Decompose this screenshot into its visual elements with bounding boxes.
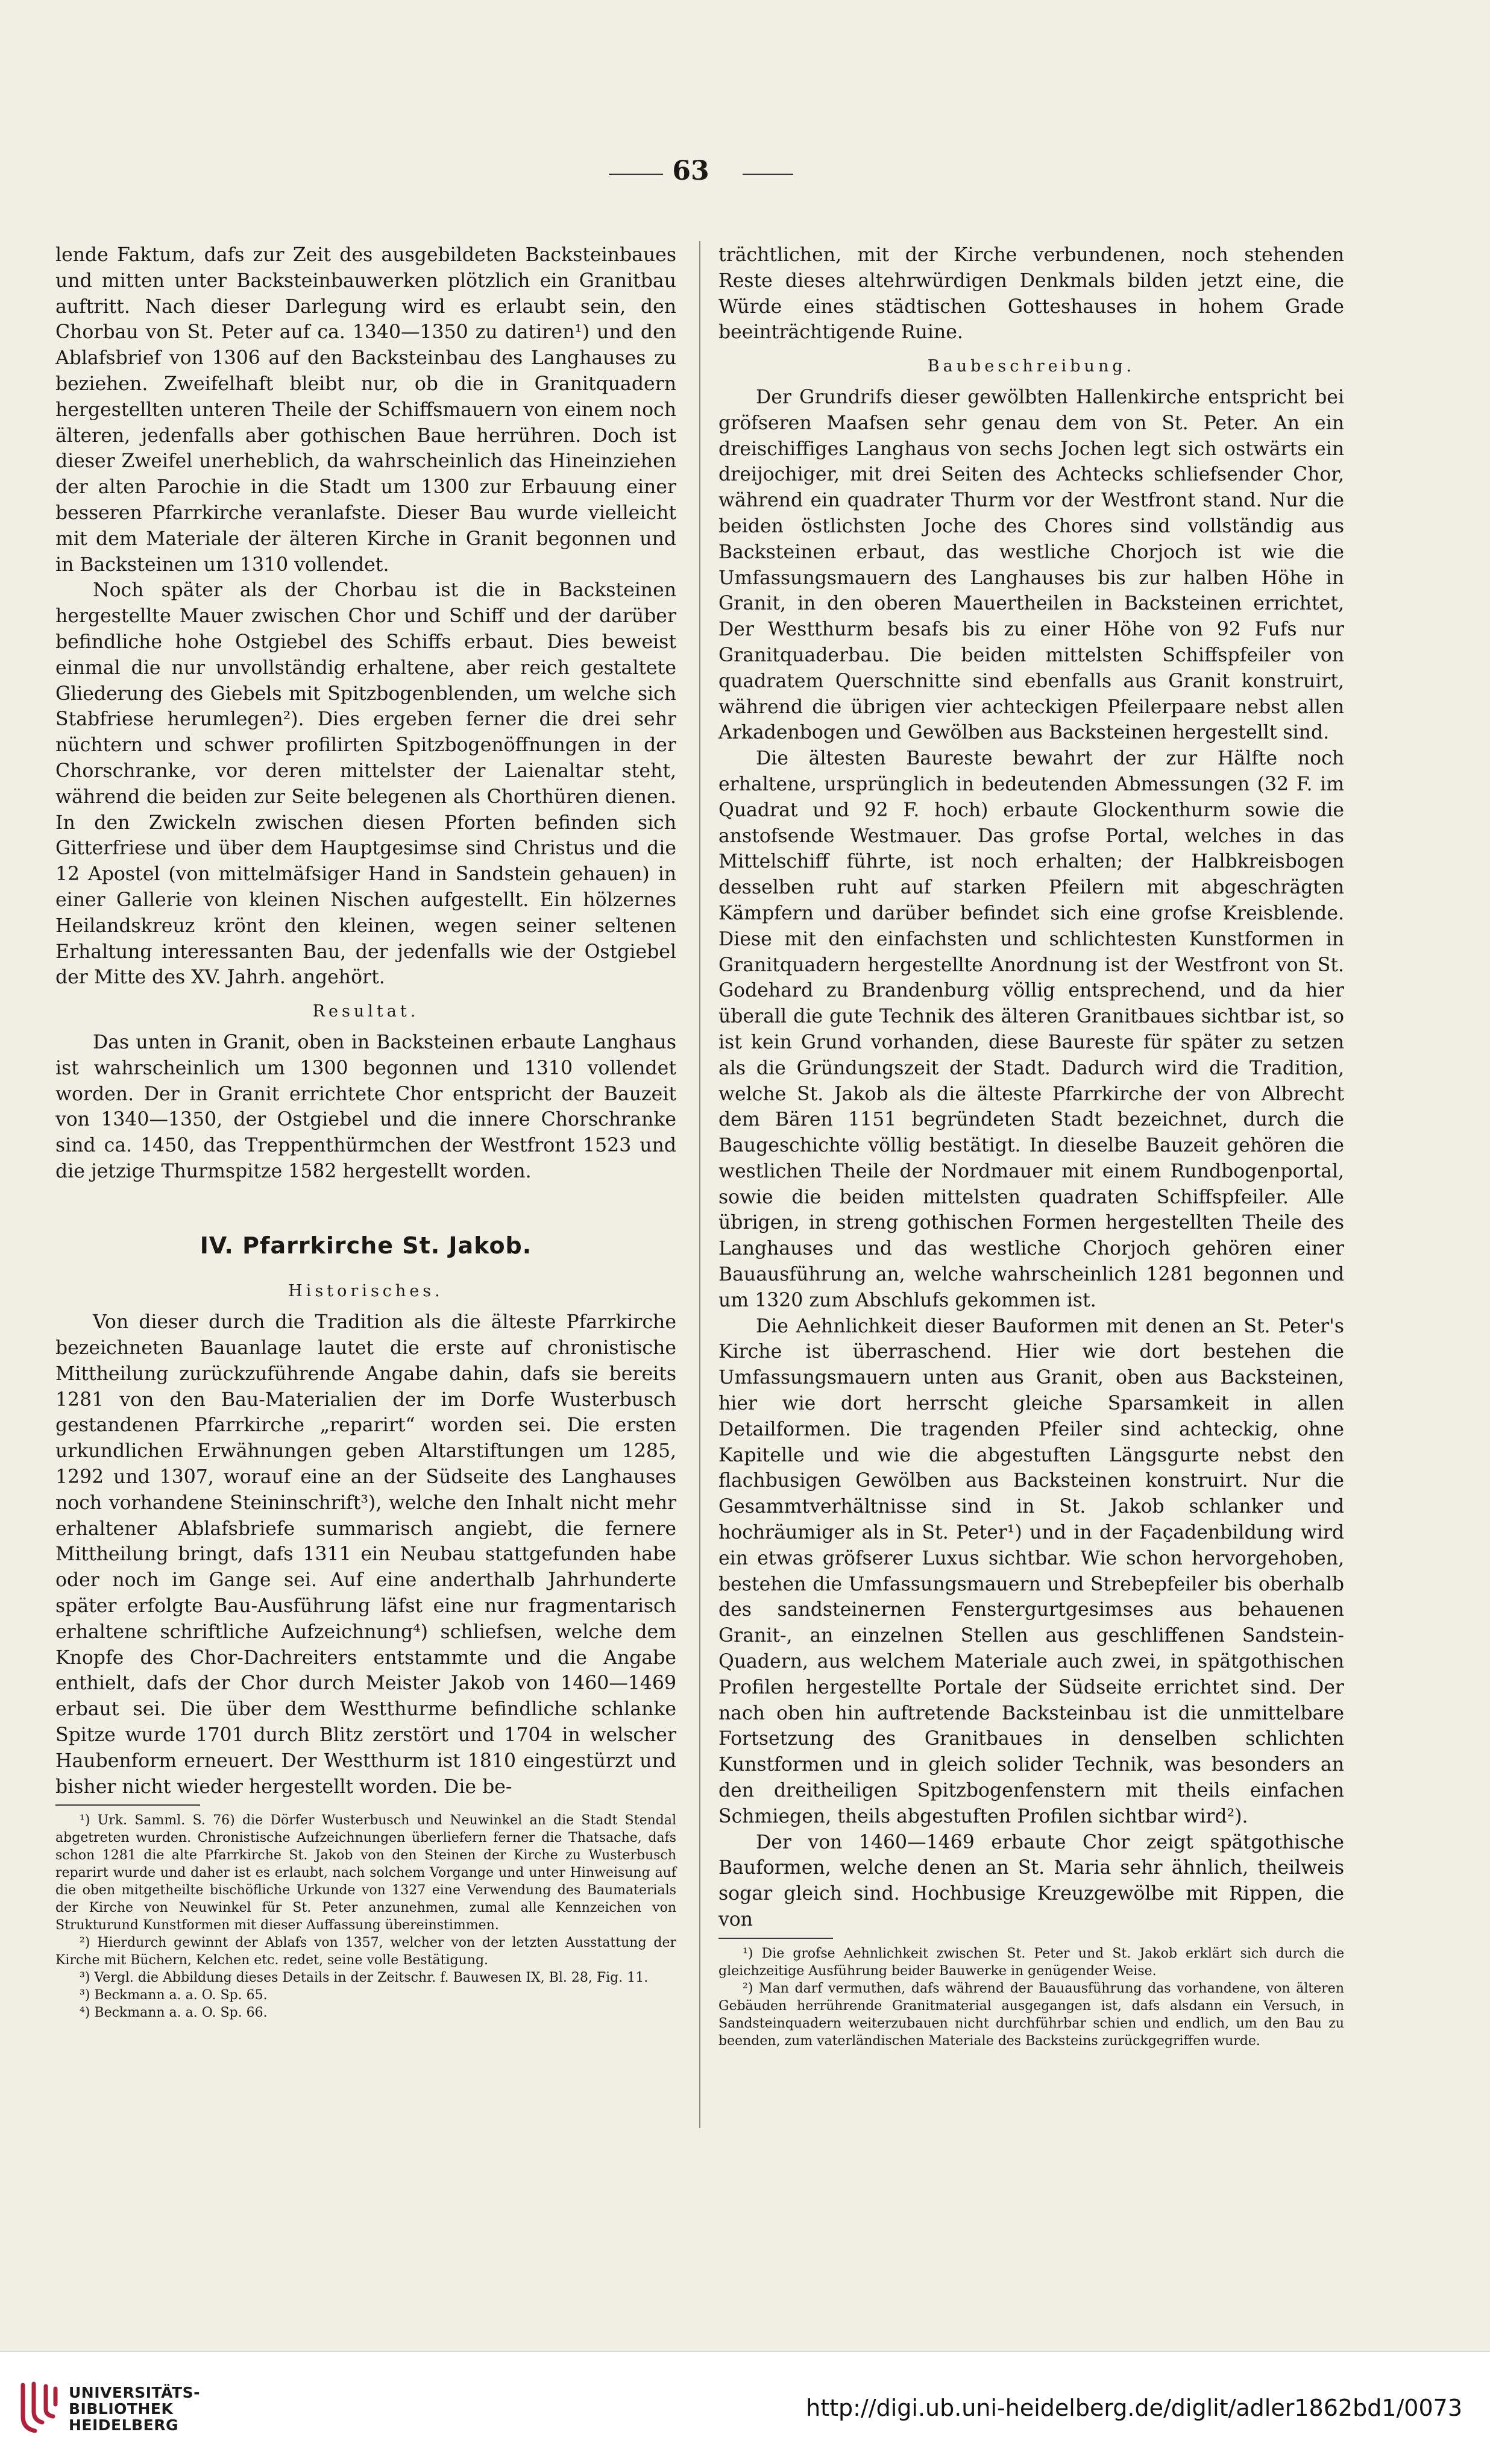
- column-divider: [699, 241, 700, 2128]
- library-name-line-3: HEIDELBERG: [69, 2416, 178, 2434]
- page-number-rule-left: [609, 174, 663, 175]
- right-paragraph-3: Die ältesten Baureste bewahrt der zur Hälfte noch erhaltene, ursprünglich in bedeutenden Abmessungen (32 F. im Quadrat und 92 F. hoch) erbaute Glockenthurm sowie die anstofsende Westmauer. Das grofse Portal, welches in das Mittelschiff führte, ist noch erhalten; der Halbkreisbogen desselben ruht auf starken Pfeilern mit abgeschrägten Kämpfern und darüber befindet sich eine grofse Kreisblende. Diese mit den einfachsten und schlichtesten Kunstformen in Granitquadern hergestellte Anordnung ist der Westfront von St. Godehard zu Brandenburg völlig entsprechend, und da hier überall die gute Technik des älteren Granitbaues sichtbar ist, so ist kein Grund vorhanden, diese Baureste für später zu setzen als die Gründungszeit der Stadt. Dadurch wird die Tradition, welche St. Jakob als die älteste Pfarrkirche der von Albrecht dem Bären 1151 begründeten Stadt bezeichnet, durch die Baugeschichte völlig bestätigt. In dieselbe Bauzeit gehören die westlichen Theile der Nordmauer mit einem Rundbogenportal, sowie die beiden mittelsten quadraten Schiffspfeiler. Alle übrigen, in streng gothischen Formen hergestellten Theile des Langhauses und das westliche Chorjoch gehören einer Bauausführung an, welche wahrscheinlich 1281 begonnen und um 1320 zum Abschlufs gekommen ist.: [718, 748, 1344, 1311]
- page-number-rule-right: [743, 174, 793, 175]
- right-paragraph-2: Der Grundrifs dieser gewölbten Hallenkirche entspricht bei gröfseren Maafsen sehr genau dem von St. Peter. An ein dreischiffiges Langhaus von sechs Jochen legt sich ostwärts ein dreijochiger, mit drei Seiten des Achtecks schliefsender Chor, während ein quadrater Thurm vor der Westfront stand. Nur die beiden östlichsten Joche des Chores sind vollständig aus Backsteinen erbaut, das westliche Chorjoch ist wie die Umfassungsmauern des Langhauses bis zur halben Höhe in Granit, in den oberen Mauertheilen in Backsteinen errichtet, Der Westthurm besafs bis zu einer Höhe von 92 Fufs nur Granitquaderbau. Die beiden mittelsten Schiffspfeiler von quadratem Querschnitte sind ebenfalls aus Granit konstruirt, während die übrigen vier achteckigen Pfeilerpaare nebst allen Arkadenbogen und Gewölben aus Backsteinen hergestellt sind.: [718, 386, 1344, 744]
- page-number: 63: [672, 156, 709, 186]
- permalink-url[interactable]: http://digi.ub.uni-heidelberg.de/diglit/adler1862bd1/0073: [806, 2395, 1462, 2421]
- university-library-logo-icon: [16, 2380, 63, 2438]
- historisches-paragraph: Von dieser durch die Tradition als die älteste Pfarrkirche bezeichneten Bauanlage lautet die erste auf chronistische Mittheilung zurückzuführende Angabe dahin, dafs sie bereits 1281 von den Bau-Materialien der im Dorfe Wusterbusch gestandenen Pfarrkirche „reparirt“ worden sei. Die ersten urkundlichen Erwähnungen geben Altarstiftungen um 1285, 1292 und 1307, worauf eine an der Südseite des Langhauses noch vorhandene Steininschrift³), welche den Inhalt nicht mehr erhaltener Ablafsbriefe summarisch angiebt, die fernere Mittheilung bringt, dafs 1311 ein Neubau stattgefunden habe oder noch im Gange sei. Auf eine anderthalb Jahrhunderte später erfolgte Bau-Ausführung läfst eine nur fragmentarisch erhaltene schriftliche Aufzeichnung⁴) schliefsen, welche dem Knopfe des Chor-Dachreiters entstammte und die Angabe enthielt, dafs der Chor durch Meister Jakob von 1460—1469 erbaut sei. Die über dem Westthurme befindliche schlanke Spitze wurde 1701 durch Blitz zerstört und 1704 in welscher Haubenform erneuert. Der Westthurm ist 1810 eingestürzt und bisher nicht wieder hergestellt worden. Die be-: [55, 1311, 676, 1798]
- right-column: [718, 242, 1344, 2050]
- left-paragraph-1: lende Faktum, dafs zur Zeit des ausgebildeten Backsteinbaues und mitten unter Backsteinbauwerken plötzlich ein Granitbau auftritt. Nach dieser Darlegung wird es erlaubt sein, den Chorbau von St. Peter auf ca. 1340—1350 zu datiren¹) und den Ablafsbrief von 1306 auf den Backsteinbau des Langhauses zu beziehen. Zweifelhaft bleibt nur, ob die in Granitquadern hergestellten unteren Theile der Schiffsmauern von einem noch älteren, jedenfalls aber gothischen Baue herrühren. Doch ist dieser Zweifel unerheblich, da wahrscheinlich das Hineinziehen der alten Parochie in die Stadt um 1300 zur Erbauung einer besseren Pfarrkirche veranlafste. Dieser Bau wurde vielleicht mit dem Materiale der älteren Kirche in Granit begonnen und in Backsteinen um 1310 vollendet.: [55, 244, 676, 576]
- historisches-heading: Historisches.: [288, 1282, 444, 1301]
- logo-strokes: [23, 2384, 55, 2431]
- section-title: IV. Pfarrkirche St. Jakob.: [200, 1232, 532, 1259]
- library-name-line-2: BIBLIOTHEK: [69, 2400, 174, 2418]
- library-name: [69, 2384, 200, 2433]
- right-footnotes: [718, 1945, 1344, 2050]
- right-paragraph-4: Die Aehnlichkeit dieser Bauformen mit denen an St. Peter's Kirche ist überraschend. Hier wie dort bestehen die Umfassungsmauern unten aus Granit, oben aus Backsteinen, hier wie dort herrscht gleiche Sparsamkeit in allen Detailformen. Die tragenden Pfeiler sind achteckig, ohne Kapitelle und wie die abgestuften Längsgurte nebst den flachbusigen Gewölben aus Backsteinen konstruirt. Nur die Gesammtverhältnisse sind in St. Jakob schlanker und hochräumiger als in St. Peter¹) und in der Façadenbildung wird ein etwas gröfserer Luxus sichtbar. Wie schon hervorgehoben, bestehen die Umfassungsmauern und Strebepfeiler bis oberhalb des sandsteinernen Fenstergurtgesimses aus behauenen Granit-, an einzelnen Stellen aus geschliffenen Sandstein-Quadern, aus welchem Materiale auch zwei, in spätgothischen Profilen hergestellte Portale der Südseite errichtet sind. Der nach oben hin auftretende Backsteinbau ist die unmittelbare Fortsetzung des Granitbaues in denselben schlichten Kunstformen und in gleich solider Technik, was besonders an den dreitheiligen Spitzbogenfenstern mit theils einfachen Schmiegen, theils abgestuften Profilen sichtbar wird²).: [718, 1315, 1344, 1827]
- baubeschreibung-heading: Baubeschreibung.: [927, 357, 1136, 376]
- right-paragraph-5: Der von 1460—1469 erbaute Chor zeigt spätgothische Bauformen, welche denen an St. Maria sehr ähnlich, theilweis sogar gleich sind. Hochbusige Kreuzgewölbe mit Rippen, die von: [718, 1831, 1344, 1930]
- left-footnote-2: ²) Hierdurch gewinnt der Ablafs von 1357, welcher von der letzten Ausstattung der Kirche mit Büchern, Kelchen etc. redet, seine volle Bestätigung.: [55, 1935, 676, 1968]
- left-footnote-4: ³) Beckmann a. a. O. Sp. 65.: [80, 1988, 268, 2003]
- footnote-rule-left: [55, 1804, 200, 1806]
- right-footnote-1: ¹) Die grofse Aehnlichkeit zwischen St. Peter und St. Jakob erklärt sich durch die gleichzeitige Ausführung beider Bauwerke in genügender Weise.: [718, 1946, 1344, 1979]
- left-paragraph-2: Noch später als der Chorbau ist die in Backsteinen hergestellte Mauer zwischen Chor und Schiff und der darüber befindliche hohe Ostgiebel des Schiffs erbaut. Dies beweist einmal die nur unvollständig erhaltene, aber reich gestaltete Gliederung des Giebels mit Spitzbogenblenden, um welche sich Stabfriese herumlegen²). Dies ergeben ferner die drei sehr nüchtern und schwer profilirten Spitzbogenöffnungen in der Chorschranke, vor deren mittelster der Laienaltar steht, während die beiden zur Seite belegenen als Chorthüren dienen. In den Zwickeln zwischen diesen Pforten befinden sich Gitterfriese und über dem Hauptgesimse sind Christus und die 12 Apostel (von mittelmäfsiger Hand in Sandstein gehauen) in einer Gallerie von kleinen Nischen aufgestellt. Ein hölzernes Heilandskreuz krönt den kleinen, wegen seiner seltenen Erhaltung interessanten Bau, der jedenfalls wie der Ostgiebel der Mitte des XV. Jahrh. angehört.: [55, 579, 676, 989]
- left-footnote-1: ¹) Urk. Samml. S. 76) die Dörfer Wusterbusch und Neuwinkel an die Stadt Stendal abgetreten wurden. Chronistische Aufzeichnungen überliefern ferner die Thatsache, dafs schon 1281 die alte Pfarrkirche St. Jakob von den Steinen der Kirche zu Wusterbusch reparirt wurde und daher ist es erlaubt, nach solchem Vorgange und unter Hinweisung auf die oben mitgetheilte bischöfliche Urkunde von 1327 eine Verwendung des Baumaterials der Kirche von Neuwinkel für St. Peter anzunehmen, zumal alle Kennzeichen von Strukturund Kunstformen mit dieser Auffassung übereinstimmen.: [55, 1813, 676, 1933]
- library-name-line-1: UNIVERSITÄTS-: [69, 2384, 200, 2401]
- left-column: [55, 242, 676, 2021]
- left-footnotes: [55, 1812, 676, 2021]
- left-footnote-5: ⁴) Beckmann a. a. O. Sp. 66.: [80, 2005, 268, 2021]
- right-paragraph-1: trächtlichen, mit der Kirche verbundenen, noch stehenden Reste dieses altehrwürdigen Denkmals bilden jetzt eine, die Würde eines städtischen Gotteshauses in hohem Grade beeinträchtigende Ruine.: [718, 244, 1344, 344]
- logo-stroke-3: [46, 2386, 53, 2416]
- footnote-rule-right: [718, 1938, 833, 1939]
- left-footnote-3: ³) Vergl. die Abbildung dieses Details in der Zeitschr. f. Bauwesen IX, Bl. 28, Fig. 11.: [80, 1970, 649, 1986]
- resultat-heading: Resultat.: [312, 1002, 420, 1021]
- logo-stroke-2: [34, 2384, 42, 2422]
- resultat-paragraph: Das unten in Granit, oben in Backsteinen erbaute Langhaus ist wahrscheinlich um 1300 begonnen und 1310 vollendet worden. Der in Granit errichtete Chor entspricht der Bauzeit von 1340—1350, der Ostgiebel und die innere Chorschranke sind ca. 1450, das Treppenthürmchen der Westfront 1523 und die jetzige Thurmspitze 1582 hergestellt worden.: [55, 1031, 676, 1182]
- right-footnote-2: ²) Man darf vermuthen, dafs während der Bauausführung das vorhandene, von älteren Gebäuden herrührende Granitmaterial ausgegangen ist, dafs alsdann ein Versuch, in Sandsteinquadern weiterzubauen nicht durchführbar schien und endlich, um den Bau zu beenden, zum vaterländischen Materiale des Backsteins zurückgegriffen wurde.: [718, 1980, 1344, 2049]
